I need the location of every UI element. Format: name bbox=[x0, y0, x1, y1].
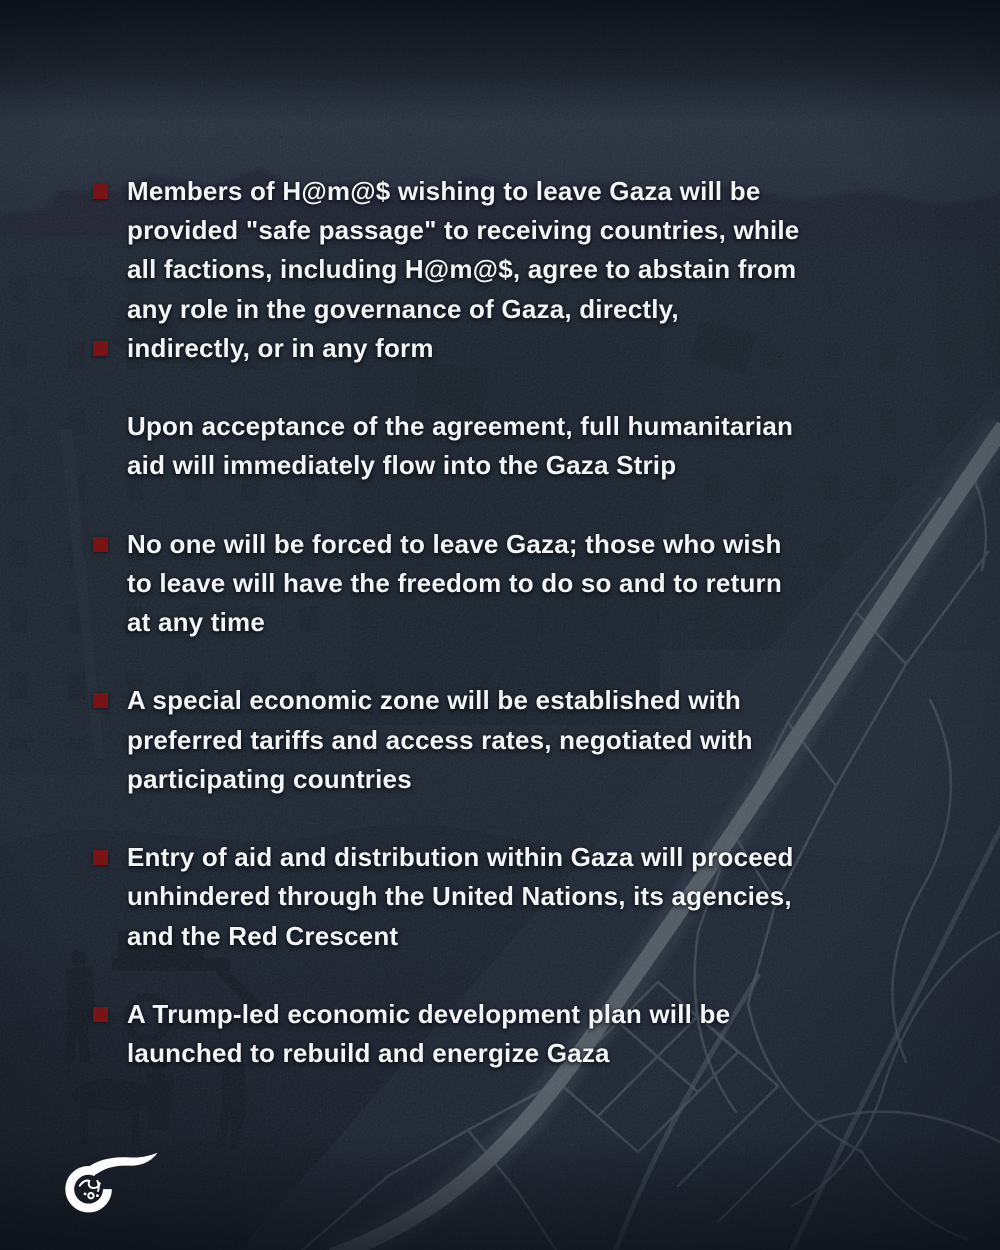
list-item-line: aid will immediately flow into the Gaza Strip bbox=[127, 450, 677, 481]
list-item-line: Members of H@m@$ wishing to leave Gaza will be bbox=[127, 176, 761, 206]
list-item-text bbox=[127, 172, 937, 368]
list-item bbox=[127, 838, 937, 956]
list-item-line: A special economic zone will be established with bbox=[127, 685, 742, 716]
list-item-text bbox=[127, 525, 937, 643]
bullet-square-icon bbox=[93, 537, 108, 552]
list-item bbox=[127, 525, 937, 643]
bullet-square-icon bbox=[93, 693, 108, 708]
list-item-text bbox=[127, 681, 937, 799]
bullet-square-icon bbox=[93, 1007, 108, 1022]
list-item-line: to leave will have the freedom to do so and to return bbox=[127, 567, 782, 598]
list-item-line: launched to rebuild and energize Gaza bbox=[127, 1038, 610, 1069]
list-item-text bbox=[127, 838, 937, 956]
bullet-square-icon bbox=[93, 184, 108, 199]
almayadeen-logo bbox=[58, 1152, 158, 1214]
list-item-line: Entry of aid and distribution within Gaza will proceed bbox=[127, 842, 794, 873]
list-item-line: Upon acceptance of the agreement, full humanitarian bbox=[127, 411, 794, 442]
list-item-line: preferred tariffs and access rates, negotiated with bbox=[127, 724, 753, 755]
list-item-line: at any time bbox=[127, 607, 266, 638]
list-item-line: any role in the governance of Gaza, directly, bbox=[127, 293, 679, 324]
list-item bbox=[127, 681, 937, 799]
list-item-line: A Trump-led economic development plan will be bbox=[127, 998, 731, 1029]
bullet-square-icon bbox=[93, 341, 108, 356]
list-item-line: unhindered through the United Nations, its agencies, bbox=[127, 881, 792, 912]
bullet-square-icon bbox=[93, 850, 108, 865]
list-item-line: and the Red Crescent bbox=[127, 920, 399, 951]
list-item-line: all factions, including H@m@$, agree to abstain from bbox=[127, 254, 797, 285]
list-item-line: provided "safe passage" to receiving countries, while bbox=[127, 215, 800, 246]
list-item bbox=[127, 407, 937, 485]
list-item-line: participating countries bbox=[127, 763, 412, 794]
list-item-text bbox=[127, 995, 937, 1073]
bullet-list bbox=[127, 172, 937, 1073]
list-item-text bbox=[127, 407, 937, 485]
almayadeen-logo-icon bbox=[58, 1152, 158, 1214]
list-item bbox=[127, 172, 937, 368]
list-item bbox=[127, 995, 937, 1073]
list-item-line: No one will be forced to leave Gaza; those who wish bbox=[127, 528, 782, 559]
list-item-line: indirectly, or in any form bbox=[127, 332, 434, 363]
